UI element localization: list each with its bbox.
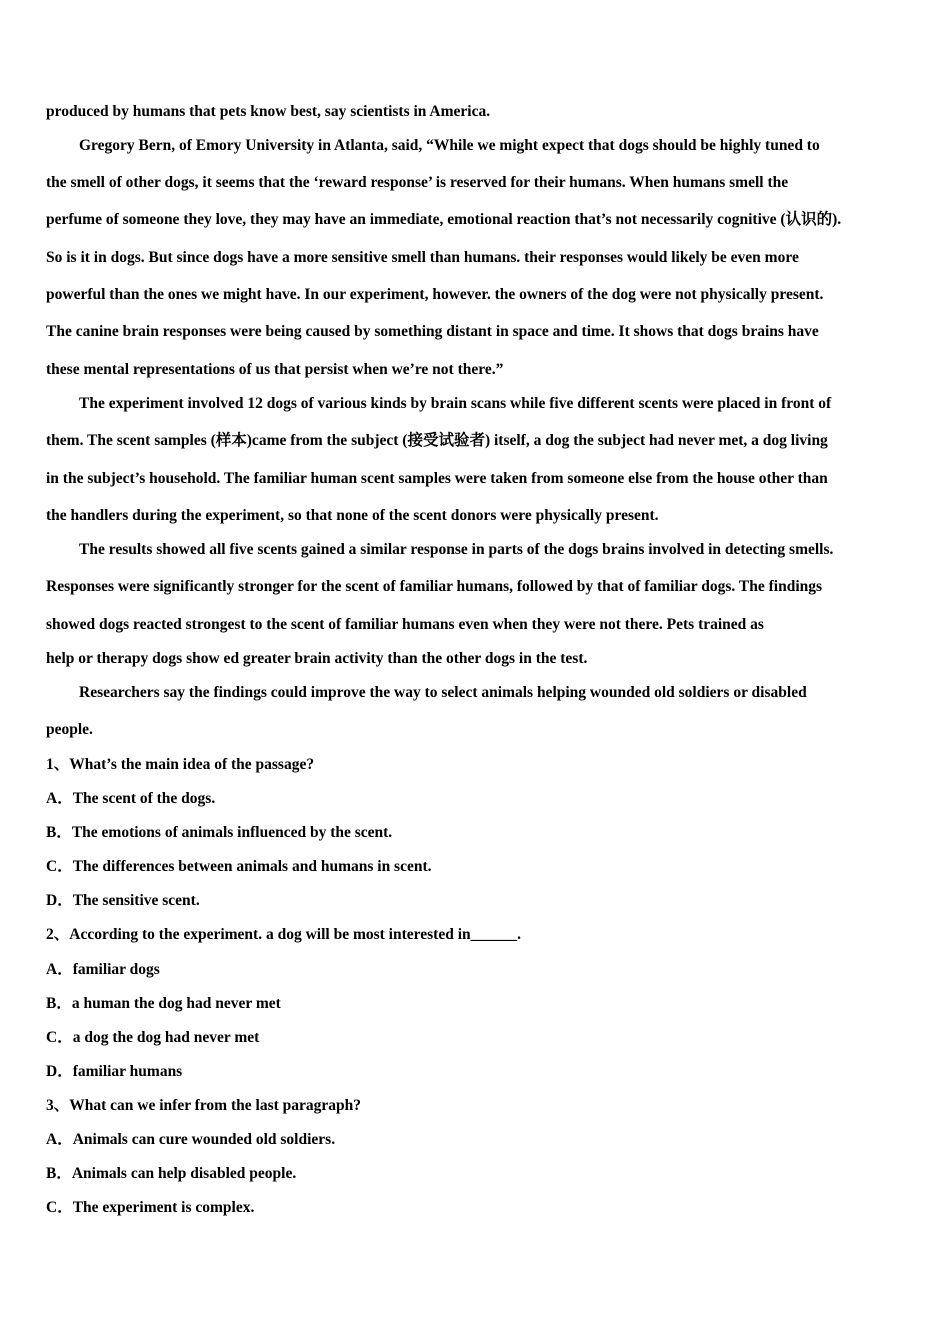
paragraph-start: Gregory Bern, of Emory University in Atlanta, said, “While we might expect that dogs should be highly tuned to [79,137,820,154]
paragraph-start: Researchers say the findings could improve the way to select animals helping wounded old soldiers or disabled [79,684,807,701]
passage-line: help or therapy dogs show ed greater brain activity than the other dogs in the test. [46,650,588,667]
answer-option: A．Animals can cure wounded old soldiers. [46,1131,336,1148]
passage-line: powerful than the ones we might have. In our experiment, however. the owners of the dog were not physically present. [46,286,824,303]
answer-option: A．familiar dogs [46,961,160,978]
passage-line: So is it in dogs. But since dogs have a more sensitive smell than humans. their responses would likely be even more [46,249,799,266]
question-stem: 3、What can we infer from the last paragraph? [46,1097,362,1114]
paragraph-start: The experiment involved 12 dogs of various kinds by brain scans while five different scents were placed in front of [79,395,832,412]
question-stem: 2、According to the experiment. a dog will be most interested in______. [46,926,521,943]
answer-option: D．familiar humans [46,1063,183,1080]
answer-option: B．The emotions of animals influenced by the scent. [46,824,393,841]
paragraph-start: The results showed all five scents gained a similar response in parts of the dogs brains involved in detecting smells. [79,541,834,558]
passage-line: in the subject’s household. The familiar human scent samples were taken from someone else from the house other than [46,470,828,487]
passage-line: perfume of someone they love, they may have an immediate, emotional reaction that’s not necessarily cognitive (认识的). [46,211,842,228]
passage-line: Responses were significantly stronger for the scent of familiar humans, followed by that of familiar dogs. The findings [46,578,823,595]
passage-line: the handlers during the experiment, so that none of the scent donors were physically present. [46,507,659,524]
answer-option: C．The experiment is complex. [46,1199,255,1216]
passage-line: them. The scent samples (样本)came from the subject (接受试验者) itself, a dog the subject had never met, a dog living [46,432,828,449]
passage-line: showed dogs reacted strongest to the scent of familiar humans even when they were not there. Pets trained as [46,616,764,633]
question-stem: 1、What’s the main idea of the passage? [46,756,315,773]
passage-line: these mental representations of us that persist when we’re not there.” [46,361,504,378]
passage-line: people. [46,721,93,738]
answer-option: D．The sensitive scent. [46,892,200,909]
answer-option: C．The differences between animals and humans in scent. [46,858,432,875]
passage-line: The canine brain responses were being caused by something distant in space and time. It shows that dogs brains have [46,323,819,340]
passage-line: the smell of other dogs, it seems that the ‘reward response’ is reserved for their humans. When humans smell the [46,174,789,191]
answer-option: A．The scent of the dogs. [46,790,216,807]
passage-line: produced by humans that pets know best, say scientists in America. [46,103,491,120]
answer-option: B．Animals can help disabled people. [46,1165,297,1182]
answer-option: C．a dog the dog had never met [46,1029,260,1046]
answer-option: B．a human the dog had never met [46,995,281,1012]
